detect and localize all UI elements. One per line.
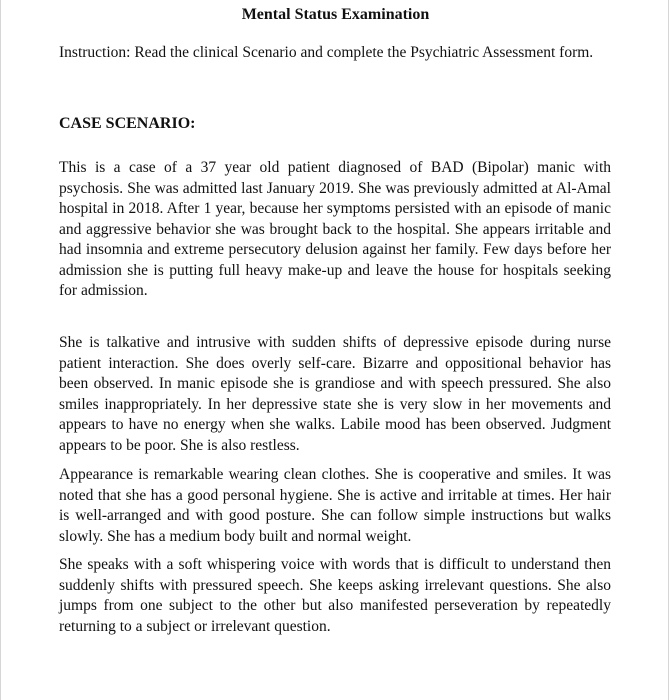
- scenario-paragraph-1: This is a case of a 37 year old patient diagnosed of BAD (Bipolar) manic with psychosis. She was admitted last January 2019. She was previously admitted at Al-Amal hospital in 2018. After 1 year, because her symptoms persisted with an episode of manic and aggressive behavior she was brought back to the hospital. She appears irritable and had insomnia and extreme persecutory delusion against her family. Few days before her admission she is putting full heavy make-up and leave the house for hospitals seeking for admission.: [59, 159, 611, 299]
- scenario-paragraph-3: Appearance is remarkable wearing clean clothes. She is cooperative and smiles. It was noted that she has a good personal hygiene. She is active and irritable at times. Her hair is well-arranged and with good posture. She can follow simple instructions but walks slowly. She has a medium body built and normal weight.: [59, 466, 611, 545]
- scenario-paragraph-2: She is talkative and intrusive with sudden shifts of depressive episode during nurse patient interaction. She does overly self-care. Bizarre and oppositional behavior has been observed. In manic episode she is grandiose and with speech pressured. She also smiles inappropriately. In her depressive state she is very slow in her movements and appears to have no energy when she walks. Labile mood has been observed. Judgment appears to be poor. She is also restless.: [59, 334, 611, 454]
- instruction-text: Instruction: Read the clinical Scenario and complete the Psychiatric Assessment form.: [59, 44, 594, 61]
- scenario-paragraph-4: She speaks with a soft whispering voice with words that is difficult to understand then suddenly shifts with pressured speech. She keeps asking irrelevant questions. She also jumps from one subject to the other but also manifested perseveration by repeatedly returning to a subject or irrelevant question.: [59, 556, 611, 635]
- case-scenario-heading: CASE SCENARIO:: [59, 115, 196, 132]
- document-title: Mental Status Examination: [241, 6, 430, 23]
